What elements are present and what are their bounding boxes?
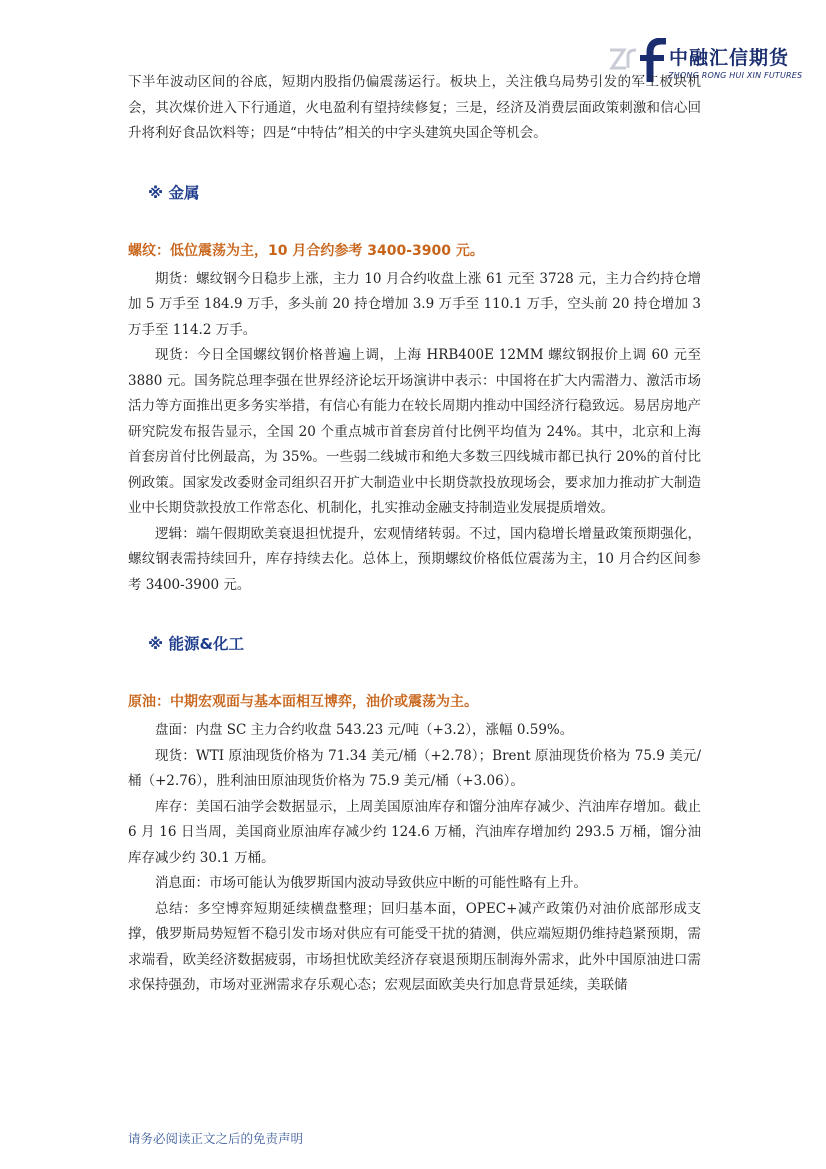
intro-paragraph: 下半年波动区间的谷底，短期内股指仍偏震荡运行。板块上，关注俄乌局势引发的军工板块机会，其次煤价进入下行通道，火电盈利有望持续修复；三是，经济及消费层面政策刺激和信心回升将利好食品饮料等；四是“中特估”相关的中字头建筑央国企等机会。 <box>128 74 701 141</box>
section-heading-energy: ※ 能源&化工 <box>148 635 244 653</box>
logo-name-en: ZHONG RONG HUI XIN FUTURES <box>668 71 803 80</box>
section-heading-metals: ※ 金属 <box>148 183 200 202</box>
crude-title: 原油：中期宏观面与基本面相互博弈，油价或震荡为主。 <box>128 694 478 710</box>
crude-market-paragraph: 盘面：内盘 SC 主力合约收盘 543.23 元/吨（+3.2），涨幅 0.59%。 <box>155 722 574 738</box>
crude-summary-paragraph: 总结：多空博弈短期延续横盘整理；回归基本面，OPEC+减产政策仍对油价底部形成支撑，俄罗斯局势短暂不稳引发市场对供应有可能受干扰的猜测，供应端短期仍维持趋紧预期，需求端看，欧美经济数据疲弱，市场担忧欧美经济存衰退预期压制海外需求，此外中国原油进口需求保持强劲，市场对亚洲需求存乐观心态；宏观层面欧美央行加息背景延续，美联储 <box>128 900 701 993</box>
logo-name-cn: 中融汇信期货 <box>669 47 790 69</box>
crude-inventory-paragraph: 库存：美国石油学会数据显示，上周美国原油库存和馏分油库存减少、汽油库存增加。截止 6 月 16 日当周，美国商业原油库存减少约 124.6 万桶，汽油库存增加约 293.5 万桶，馏分油库存减少约 30.1 万桶。 <box>128 798 701 866</box>
report-body <box>128 70 701 999</box>
rebar-title: 螺纹：低位震荡为主，10 月合约参考 3400-3900 元。 <box>128 242 484 259</box>
rebar-logic-paragraph: 逻辑：端午假期欧美衰退担忧提升，宏观情绪转弱。不过，国内稳增长增量政策预期强化，螺纹钢表需持续回升，库存持续去化。总体上，预期螺纹价格低位震荡为主，10 月合约区间参考 3400-3900 元。 <box>128 525 701 593</box>
rebar-futures-paragraph: 期货：螺纹钢今日稳步上涨，主力 10 月合约收盘上涨 61 元至 3728 元，主力合约持仓增加 5 万手至 184.9 万手，多头前 20 持仓增加 3.9 万手至 110.1 万手，空头前 20 持仓增加 3 万手至 114.2 万手。 <box>128 270 701 338</box>
disclaimer-footer: 请务必阅读正文之后的免责声明 <box>128 1131 304 1146</box>
crude-news-paragraph: 消息面：市场可能认为俄罗斯国内波动导致供应中断的可能性略有上升。 <box>155 875 587 891</box>
rebar-spot-paragraph: 现货：今日全国螺纹钢价格普遍上调，上海 HRB400E 12MM 螺纹钢报价上调 60 元至 3880 元。国务院总理李强在世界经济论坛开场演讲中表示：中国将在扩大内需潜力、激活市场活力等方面推出更多务实举措，有信心有能力在较长周期内推动中国经济行稳致远。易居房地产研究院发布报告显示，全国 20 个重点城市首套房首付比例平均值为 24%。其中，北京和上海首套房首付比例最高，为 35%。一些弱二线城市和绝大多数三四线城市都已执行 20%的首付比例政策。国家发改委财金司组织召开扩大制造业中长期贷款投放现场会，要求加力推动扩大制造业中长期贷款投放工作常态化、机制化，扎实推动金融支持制造业发展提质增效。 <box>128 347 701 516</box>
crude-spot-paragraph: 现货：WTI 原油现货价格为 71.34 美元/桶（+2.78）；Brent 原油现货价格为 75.9 美元/桶（+2.76），胜利油田原油现货价格为 75.9 美元/桶（+3.06）。 <box>128 747 701 789</box>
